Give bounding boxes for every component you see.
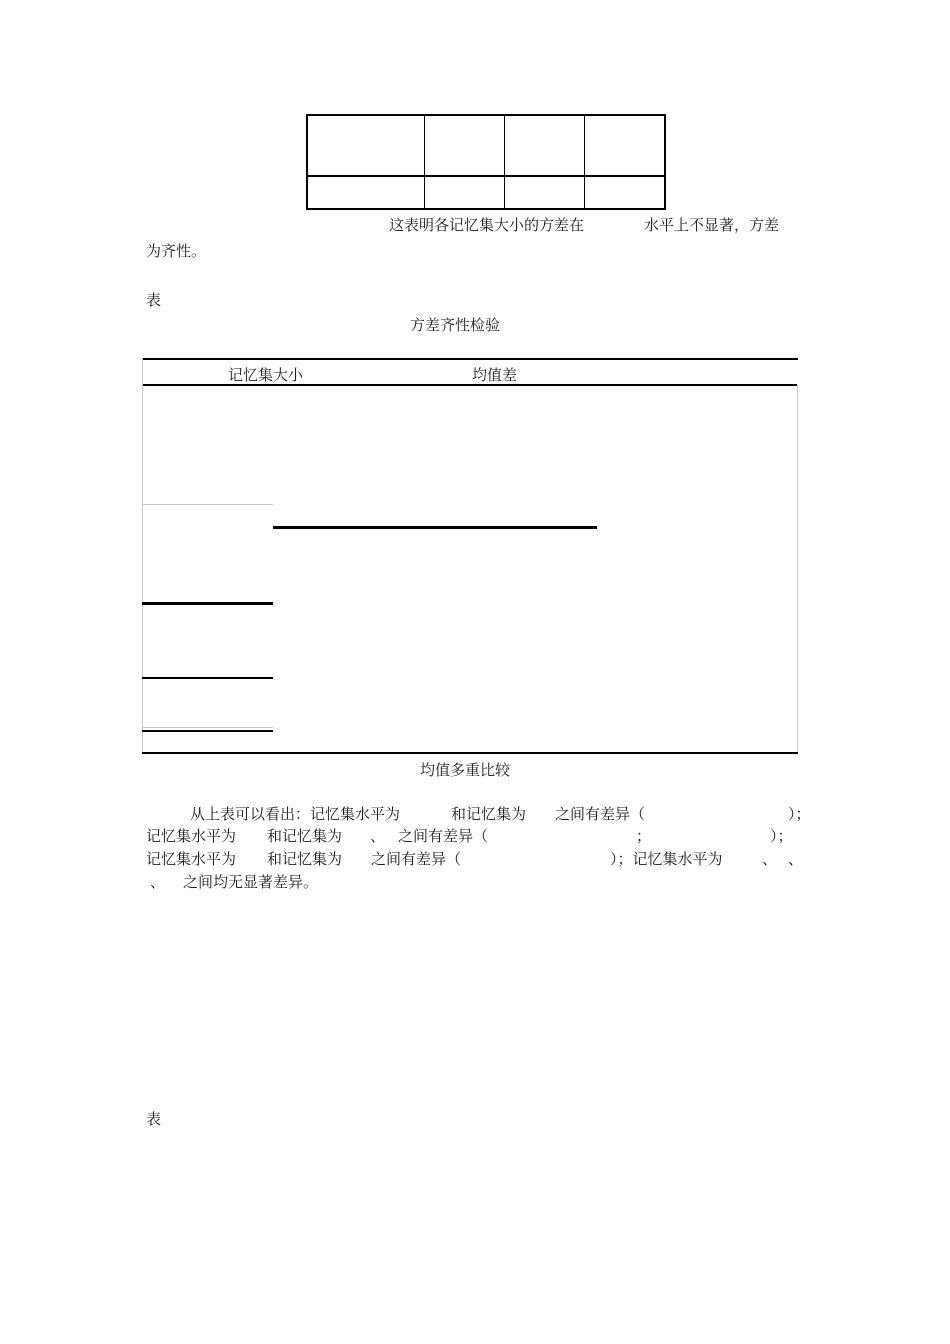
conclusion-text: 之间均无显著差异。 [183, 873, 319, 891]
conclusion-text: 、 [150, 873, 166, 891]
row-rule [273, 526, 597, 529]
table-top-rule [142, 358, 798, 360]
table-label: 表 [146, 1110, 162, 1128]
conclusion-text: 之间有差异（ [555, 805, 646, 823]
conclusion-text: 、 [762, 850, 778, 868]
header-memory-set-size: 记忆集大小 [228, 366, 304, 384]
table-row-divider [308, 175, 664, 177]
variance-sentence-part1: 这表明各记忆集大小的方差在 [389, 216, 585, 234]
levene-summary-table [306, 114, 666, 210]
variance-sentence-part2: 水平上不显著，方差 [644, 216, 780, 234]
variance-sentence-part3: 为齐性。 [146, 242, 207, 260]
conclusion-text: 之间有差异（ [371, 850, 462, 868]
caption-multiple-comparison: 均值多重比较 [420, 761, 511, 779]
table-column-divider [584, 116, 585, 208]
conclusion-text: ； [636, 827, 652, 845]
conclusion-text: ）； [770, 827, 793, 845]
conclusion-text: 、 [788, 850, 804, 868]
row-rule [142, 677, 273, 679]
row-rule [142, 602, 273, 605]
table-left-border [142, 358, 143, 754]
caption-homogeneity: 方差齐性检验 [410, 316, 501, 334]
conclusion-text: 记忆集水平为 [146, 850, 237, 868]
conclusion-text: ）； [788, 805, 811, 823]
header-rule [142, 384, 798, 386]
header-mean-difference: 均值差 [472, 366, 518, 384]
conclusion-text: 和记忆集为 [451, 805, 527, 823]
table-label: 表 [146, 291, 162, 309]
conclusion-text: 之间有差异（ [398, 827, 489, 845]
multiple-comparison-table [142, 358, 798, 754]
conclusion-text: ）；记忆集水平为 [610, 850, 723, 868]
row-divider [142, 727, 273, 728]
conclusion-text: 从上表可以看出：记忆集水平为 [190, 805, 401, 823]
conclusion-text: 、 [370, 827, 386, 845]
row-rule [142, 730, 273, 732]
conclusion-text: 和记忆集为 [267, 827, 343, 845]
table-column-divider [504, 116, 505, 208]
conclusion-text: 记忆集水平为 [146, 827, 237, 845]
conclusion-text: 和记忆集为 [267, 850, 343, 868]
table-right-border [797, 384, 798, 754]
table-bottom-rule [142, 752, 798, 754]
row-divider [142, 504, 273, 505]
table-column-divider [424, 116, 425, 208]
